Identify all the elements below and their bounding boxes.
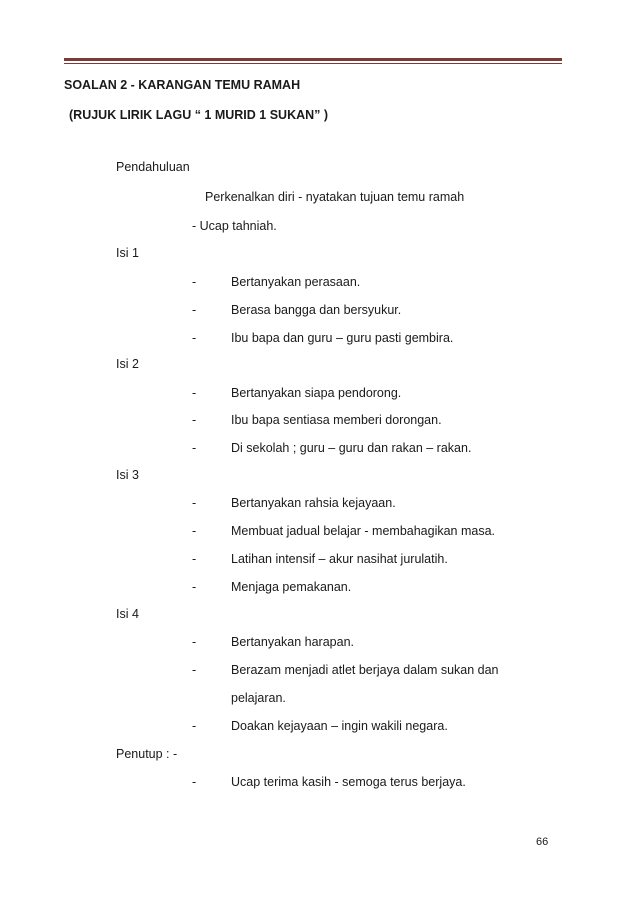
- bullet-dash: -: [192, 524, 197, 538]
- isi-4-item-2-continued: pelajaran.: [231, 691, 286, 705]
- bullet-dash: -: [192, 496, 197, 510]
- isi-4-item-1: Bertanyakan harapan.: [231, 635, 355, 649]
- section-label-pendahuluan: Pendahuluan: [116, 160, 190, 174]
- page-number: 66: [536, 836, 549, 848]
- isi-1-item-1: Bertanyakan perasaan.: [231, 275, 361, 289]
- isi-3-item-2: Membuat jadual belajar - membahagikan masa.: [231, 524, 496, 538]
- bullet-dash: -: [192, 331, 197, 345]
- isi-4-item-2: Berazam menjadi atlet berjaya dalam sukan dan: [231, 663, 499, 677]
- bullet-dash: -: [192, 413, 197, 427]
- document-subtitle: (RUJUK LIRIK LAGU “ 1 MURID 1 SUKAN” ): [69, 108, 329, 122]
- header-rule-thick: [64, 58, 562, 61]
- bullet-dash: -: [192, 441, 197, 455]
- section-label-isi-1: Isi 1: [116, 246, 139, 260]
- bullet-dash: -: [192, 663, 197, 677]
- isi-3-item-1: Bertanyakan rahsia kejayaan.: [231, 496, 396, 510]
- section-label-isi-4: Isi 4: [116, 607, 139, 621]
- section-label-isi-2: Isi 2: [116, 357, 139, 371]
- bullet-dash: -: [192, 386, 197, 400]
- bullet-dash: -: [192, 775, 197, 789]
- isi-3-item-3: Latihan intensif – akur nasihat jurulatih.: [231, 552, 448, 566]
- header-rule-thin: [64, 63, 562, 64]
- bullet-dash: -: [192, 580, 197, 594]
- bullet-dash: -: [192, 635, 197, 649]
- pendahuluan-line-2: - Ucap tahniah.: [192, 219, 277, 233]
- bullet-dash: -: [192, 719, 197, 733]
- isi-2-item-2: Ibu bapa sentiasa memberi dorongan.: [231, 413, 442, 427]
- isi-2-item-3: Di sekolah ; guru – guru dan rakan – rakan.: [231, 441, 472, 455]
- bullet-dash: -: [192, 275, 197, 289]
- isi-4-item-3: Doakan kejayaan – ingin wakili negara.: [231, 719, 448, 733]
- pendahuluan-line-1: Perkenalkan diri - nyatakan tujuan temu ramah: [205, 190, 465, 204]
- section-label-isi-3: Isi 3: [116, 468, 139, 482]
- isi-3-item-4: Menjaga pemakanan.: [231, 580, 352, 594]
- document-title: SOALAN 2 - KARANGAN TEMU RAMAH: [64, 78, 301, 92]
- isi-1-item-3: Ibu bapa dan guru – guru pasti gembira.: [231, 331, 454, 345]
- section-label-penutup: Penutup : -: [116, 747, 178, 761]
- isi-1-item-2: Berasa bangga dan bersyukur.: [231, 303, 402, 317]
- bullet-dash: -: [192, 303, 197, 317]
- penutup-item-1: Ucap terima kasih - semoga terus berjaya.: [231, 775, 466, 789]
- isi-2-item-1: Bertanyakan siapa pendorong.: [231, 386, 402, 400]
- bullet-dash: -: [192, 552, 197, 566]
